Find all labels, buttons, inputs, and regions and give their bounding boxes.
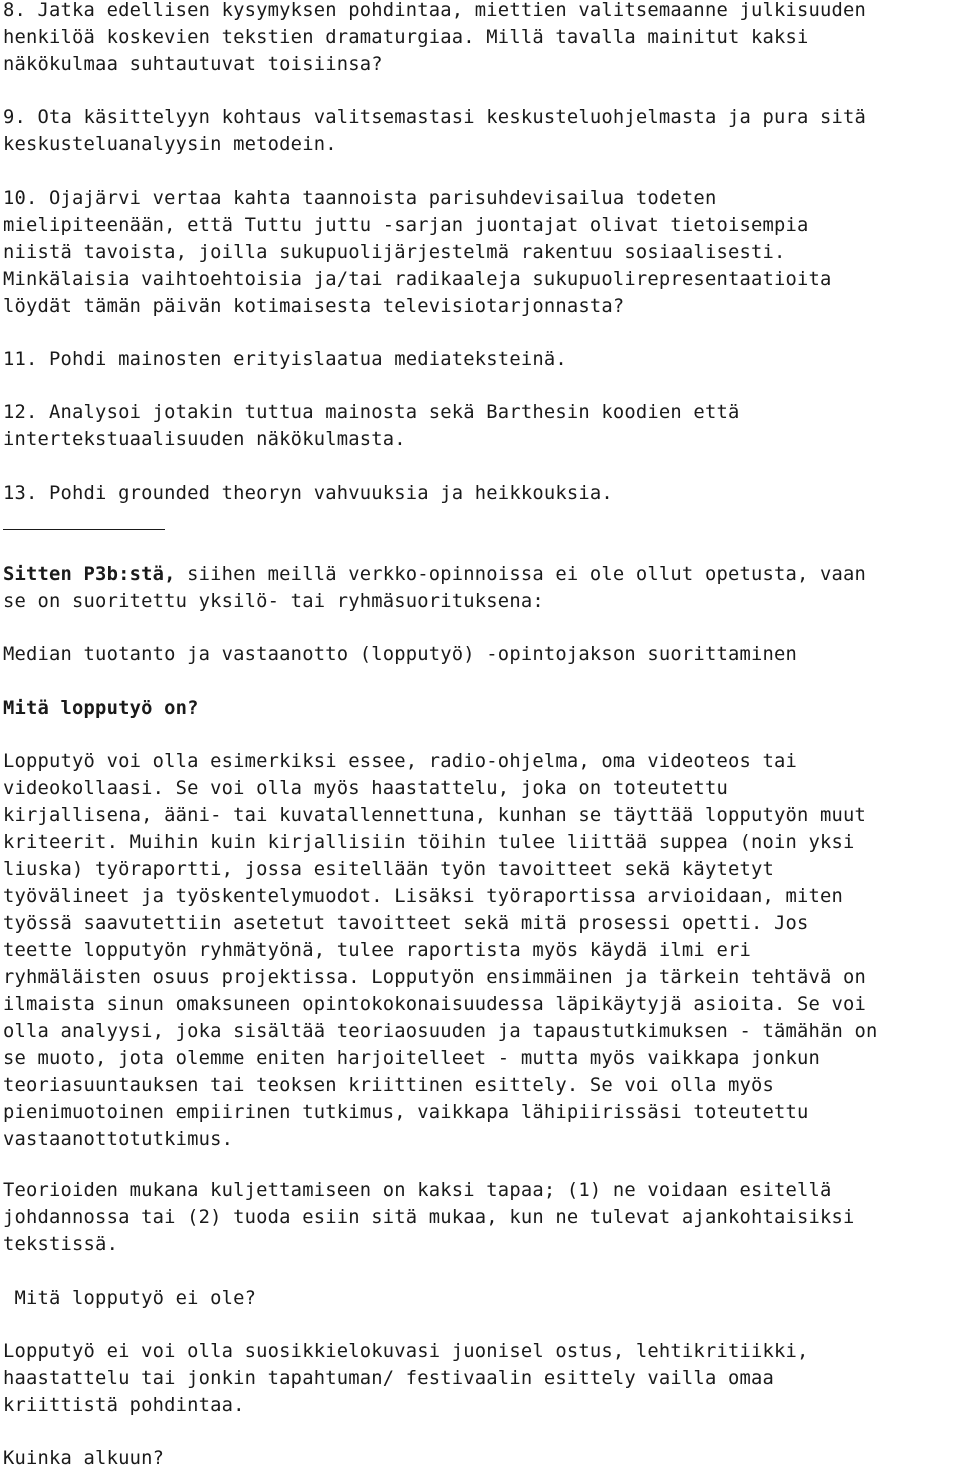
question-8: 8. Jatka edellisen kysymyksen pohdintaa, miettien valitsemaanne julkisuuden henkilöä koskevien tekstien dramaturgiaa. Millä tavalla mainitut kaksi näkökulmaa suhtautuvat toisiinsa? — [3, 0, 867, 75]
question-11: 11. Pohdi mainosten erityislaatua mediateksteinä. — [3, 349, 567, 370]
paragraph-what-is-not: Lopputyö ei voi olla suosikkielokuvasi juonisel ostus, lehtikritiikki, haastattelu tai jonkin tapahtuman/ festivaalin esittely vailla omaa kriittistä pohdintaa. — [3, 1341, 809, 1416]
section-divider — [3, 529, 165, 530]
question-10: 10. Ojajärvi vertaa kahta taannoista parisuhdevisailua todeten mielipiteenään, että Tuttu juttu -sarjan juontajat olivat tietoisempia niistä tavoista, joilla sukupuolijärjestelmä rakentuu sosiaalisesti. Minkälaisia vaihtoehtoisia ja/tai radikaaleja sukupuolirepresentaatioita löydät tämän päivän kotimaisesta televisiotarjonnasta? — [3, 188, 832, 317]
course-title: Median tuotanto ja vastaanotto (lopputyö) -opintojakson suorittaminen — [3, 644, 798, 665]
paragraph-what-is: Lopputyö voi olla esimerkiksi essee, radio-ohjelma, oma videoteos tai videokollaasi. Se voi olla myös haastattelu, joka on toteutettu kirjallisena, ääni- tai kuvatallennettuna, kunhan se täyttää lopputyön muut kriteerit. Muihin kuin kirjallisiin töihin tulee liittää suppea (noin yksi liuska) työraportti, jossa esitellään työn tavoitteet sekä käytetyt työvälineet ja työskentelymuodot. Lisäksi työraportissa arvioidaan, miten työssä saavutettiin asetetut tavoitteet sekä mitä prosessi opetti. Jos teette lopputyön ryhmätyönä, tulee raportista myös käydä ilmi eri ryhmäläisten osuus projektissa. Lopputyön ensimmäinen ja tärkein tehtävä on ilmaista sinun omaksuneen opintokokonaisuudessa läpikäytyjä asioita. Se voi olla analyysi, joka sisältää teoriaosuuden ja tapaustutkimuksen - tämähän on se muoto, jota olemme eniten harjoitelleet - mutta myös vaikkapa jonkun teoriasuuntauksen tai teoksen kriittinen esittely. Se voi olla myös pienimuotoinen empiirinen tutkimus, vaikkapa lähipiirissäsi toteutettu vastaanottotutkimus. — [3, 751, 878, 1150]
question-13: 13. Pohdi grounded theoryn vahvuuksia ja heikkouksia. — [3, 483, 613, 504]
heading-what-is-not: Mitä lopputyö ei ole? — [3, 1288, 257, 1309]
section-intro — [3, 561, 960, 615]
heading-how-to-start: Kuinka alkuun? — [3, 1448, 165, 1469]
question-9: 9. Ota käsittelyyn kohtaus valitsemastasi keskusteluohjelmasta ja pura sitä keskusteluanalyysin metodein. — [3, 107, 867, 155]
section-intro-bold: Sitten P3b:stä, — [3, 564, 176, 585]
section-intro-rest: siihen meillä verkko-opinnoissa ei ole ollut opetusta, vaan se on suoritettu yksilö- tai ryhmäsuorituksena: — [3, 564, 867, 612]
heading-what-is: Mitä lopputyö on? — [3, 698, 199, 719]
question-12: 12. Analysoi jotakin tuttua mainosta sekä Barthesin koodien että intertekstuaalisuuden näkökulmasta. — [3, 402, 740, 450]
paragraph-theories: Teorioiden mukana kuljettamiseen on kaksi tapaa; (1) ne voidaan esitellä johdannossa tai (2) tuoda esiin sitä mukaa, kun ne tulevat ajankohtaisiksi tekstissä. — [3, 1180, 855, 1255]
